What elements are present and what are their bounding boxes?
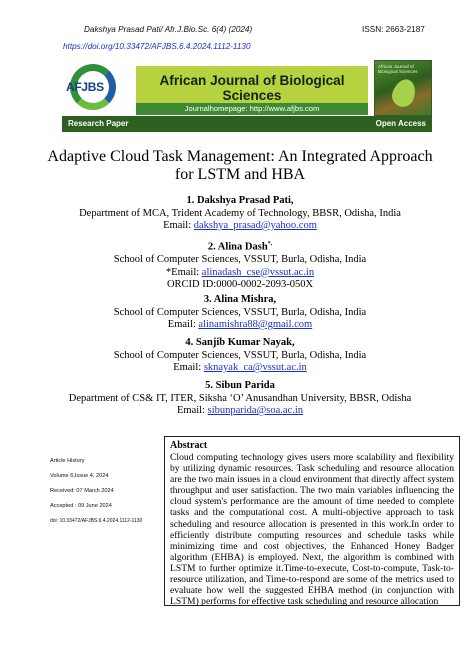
email-prefix: Email: [163,220,194,231]
author-3 [40,294,440,332]
author-email-line [40,319,440,332]
email-prefix: Email: [176,405,208,416]
author-name: 2. Alina Dash [207,241,268,253]
author-email[interactable]: sknayak_ca@vssut.ac.in [203,362,307,373]
paper-title-line-1: Adaptive Cloud Task Management: An Integrated Approach [47,148,433,165]
article-history-heading: Article History [50,458,85,464]
abstract-heading: Abstract [170,440,208,451]
article-doi: doi: 10.33472/AFJBS.6.4.2024.1112-1130 [50,518,143,524]
running-header-citation: Dakshya Prasad Pati/ Afr.J.Bio.Sc. 6(4) (2024) [84,25,253,34]
author-affiliation: School of Computer Sciences, VSSUT, Burla, Odisha, India [113,349,367,361]
author-email-line [40,220,440,233]
author-name-line [40,238,440,254]
author-email-line [40,405,440,418]
email-prefix: Email: [173,362,204,373]
author-affiliation: Department of MCA, Trident Academy of Technology, BBSR, Odisha, India [79,207,401,219]
author-4 [40,337,440,375]
author-email-line [40,267,440,280]
cover-title: African Journal of Biological Sciences [378,64,418,75]
author-name: 3. Alina Mishra, [203,294,277,305]
issn: ISSN: 2663-2187 [362,25,425,34]
author-affiliation: School of Computer Sciences, VSSUT, Burla, Odisha, India [113,306,367,318]
author-email-line [40,362,440,375]
abstract-text: Cloud computing technology gives users more scalability and flexibility by utilizing dynamic resources. Task scheduling and resource allocation are the two main issues in a cloud environment that directly affect system throughput and user satisfaction. The two main variables influencing the cloud system's performance are the amount of time needed to complete tasks and the computational cost. A multi-objective approach to task scheduling and resource allocation is presented in this work.In order to efficiently distribute computing resources and schedule tasks while minimizing time and cost objectives, the Enhanced Honey Badger algorithm (EHBA) is employed. Next, the algorithm is combined with LSTM to further optimize it.Time-to-execute, Cost-to-compute, Task-to-resource utilization, and Time-to-respond are some of the metrics used to evaluate how well the suggested EHBA method (in conjunction with LSTM) performs for effective task scheduling and resource allocation [170,452,454,608]
journal-banner [62,60,432,132]
research-paper-label: Research Paper [68,119,129,128]
homepage-strip [136,103,368,115]
author-2 [40,238,440,292]
author-name: 4. Sanjib Kumar Nayak, [185,337,295,348]
paper-title [40,148,440,184]
email-prefix: *Email: [165,266,202,278]
paper-title-line-2: for LSTM and HBA [174,166,306,183]
author-5 [40,380,440,418]
author-name: 5. Sibun Parida [205,380,275,391]
journal-logo [62,60,134,116]
volume-issue: Volume 6,Issue 4, 2024 [50,473,109,479]
open-access-label: Open Access [375,119,426,128]
author-email[interactable]: alinamishra88@gmail.com [198,319,313,330]
logo-text: AFJBS [66,80,104,94]
accepted-date: Accepted : 09 June 2024 [50,503,112,509]
abstract-box [164,436,460,606]
author-email[interactable]: sibunparida@soa.ac.in [207,405,304,416]
author-affiliation: Department of CS& IT, ITER, Siksha ‘O’ Anusandhan University, BBSR, Odisha [68,392,412,404]
author-orcid: ORCID ID:0000-0002-2093-050X [166,279,314,290]
journal-title: African Journal of Biological Sciences [159,73,345,103]
doi-link[interactable]: https://doi.org/10.33472/AFJBS.6.4.2024.1112-1130 [63,42,251,51]
author-name: 1. Dakshya Prasad Pati, [186,195,294,206]
leaf-icon [389,76,419,110]
journal-cover-image [374,60,432,116]
article-history [50,458,158,533]
banner-bar [62,116,432,132]
author-email[interactable]: dakshya_prasad@yahoo.com [193,220,317,231]
received-date: Received: 07 March 2024 [50,488,114,494]
email-prefix: Email: [167,319,199,330]
corresponding-mark: *, [267,241,273,247]
author-affiliation: School of Computer Sciences, VSSUT, Burla, Odisha, India [113,254,367,265]
author-1 [40,195,440,233]
author-email[interactable]: alinadash_cse@vssut.ac.in [201,266,315,278]
journal-homepage[interactable]: Journalhomepage: http://www.afjbs.com [184,104,320,113]
